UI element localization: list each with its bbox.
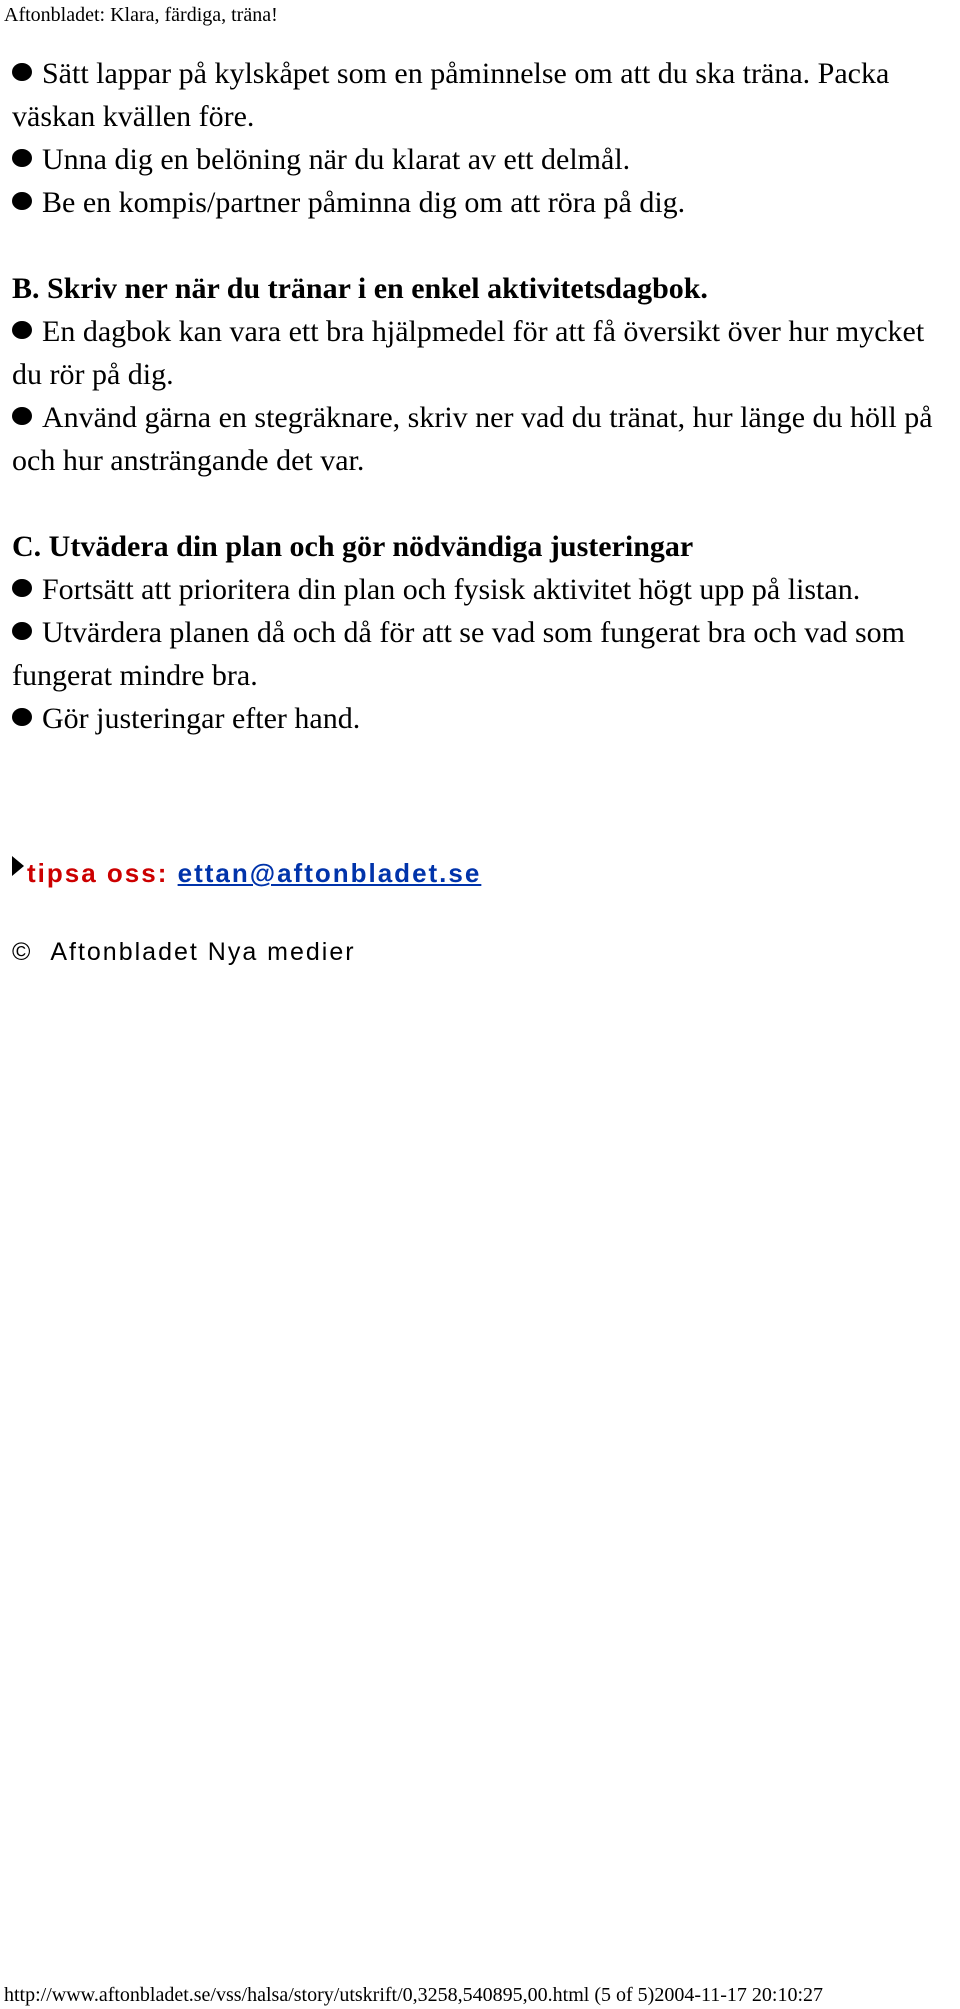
- list-item: [12, 310, 952, 396]
- tips-row: [12, 856, 481, 890]
- tips-email-link[interactable]: ettan@aftonbladet.se: [177, 858, 482, 888]
- footer-url: http://www.aftonbladet.se/vss/halsa/story/utskrift/0,3258,540895,00.html: [4, 1984, 590, 2006]
- bullet-text: Gör justeringar efter hand.: [42, 702, 361, 735]
- list-item: [12, 181, 952, 224]
- bullet-icon: [12, 63, 32, 81]
- tips-label: tipsa oss:: [27, 858, 169, 888]
- bullet-text: En dagbok kan vara ett bra hjälpmedel för att få översikt över hur mycket du rör på dig.: [12, 315, 925, 391]
- bullet-text: Unna dig en belöning när du klarat av ett delmål.: [42, 143, 631, 176]
- bullet-icon: [12, 622, 32, 640]
- page-footer: [4, 1983, 823, 2007]
- copyright-text: Aftonbladet Nya medier: [50, 938, 356, 966]
- list-item: [12, 396, 952, 482]
- list-item: [12, 611, 952, 697]
- bullet-text: Fortsätt att prioritera din plan och fysisk aktivitet högt upp på listan.: [42, 573, 861, 606]
- copyright-symbol: ©: [12, 938, 33, 966]
- bullet-text: Utvärdera planen då och då för att se vad som fungerat bra och vad som fungerat mindre bra.: [12, 616, 906, 692]
- list-item: [12, 697, 952, 740]
- bullet-text: Sätt lappar på kylskåpet som en påminnelse om att du ska träna. Packa väskan kvällen före.: [12, 57, 890, 133]
- article-body: [12, 52, 952, 740]
- bullet-text: Be en kompis/partner påminna dig om att röra på dig.: [42, 186, 686, 219]
- footer-timestamp: 2004-11-17 20:10:27: [654, 1984, 824, 2006]
- bullet-icon: [12, 321, 32, 339]
- bullet-text: Använd gärna en stegräknare, skriv ner vad du tränat, hur länge du höll på och hur ansträngande det var.: [12, 401, 933, 477]
- bullet-icon: [12, 407, 32, 425]
- arrow-right-icon: [12, 856, 24, 876]
- list-item: [12, 568, 952, 611]
- page-header-title: Aftonbladet: Klara, färdiga, träna!: [4, 4, 278, 26]
- copyright: [12, 937, 356, 967]
- bullet-icon: [12, 192, 32, 210]
- list-item: [12, 52, 952, 138]
- bullet-icon: [12, 579, 32, 597]
- bullet-icon: [12, 149, 32, 167]
- list-item: [12, 138, 952, 181]
- section-b-heading: B. Skriv ner när du tränar i en enkel aktivitetsdagbok.: [12, 272, 708, 305]
- bullet-icon: [12, 708, 32, 726]
- section-c-heading: C. Utvädera din plan och gör nödvändiga justeringar: [12, 530, 694, 563]
- footer-page-info: (5 of 5): [594, 1984, 655, 2006]
